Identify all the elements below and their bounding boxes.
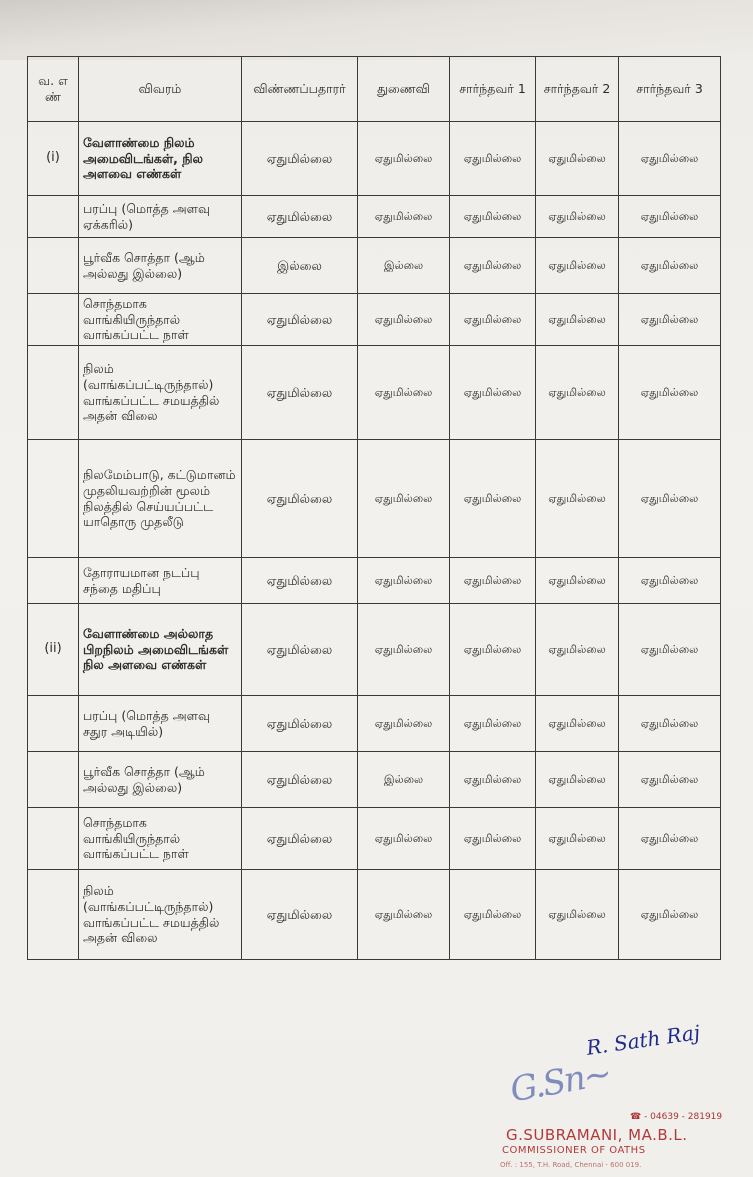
row-value-cell: ஏதுமில்லை: [619, 696, 721, 752]
row-value-cell: ஏதுமில்லை: [450, 294, 536, 346]
table-row: [28, 752, 721, 808]
header-dependent-2: சார்ந்தவர் 2: [536, 57, 619, 122]
stamp-phone: ☎ - 04639 - 281919: [630, 1112, 723, 1122]
row-value-cell: ஏதுமில்லை: [536, 558, 619, 604]
row-value-cell: ஏதுமில்லை: [536, 808, 619, 870]
row-value-cell: ஏதுமில்லை: [619, 440, 721, 558]
row-value-cell: ஏதுமில்லை: [242, 808, 358, 870]
row-description: நிலம் (வாங்கப்பட்டிருந்தால்) வாங்கப்பட்ட சமயத்தில் அதன் விலை: [79, 870, 242, 960]
row-serial: [28, 346, 79, 440]
row-serial: [28, 558, 79, 604]
row-value-cell: ஏதுமில்லை: [536, 752, 619, 808]
table-row: [28, 346, 721, 440]
table-row: [28, 196, 721, 238]
row-value-cell: ஏதுமில்லை: [450, 870, 536, 960]
row-description: பூர்வீக சொத்தா (ஆம் அல்லது இல்லை): [79, 752, 242, 808]
row-value-cell: ஏதுமில்லை: [358, 346, 450, 440]
row-value-cell: ஏதுமில்லை: [450, 604, 536, 696]
row-value-cell: ஏதுமில்லை: [536, 696, 619, 752]
row-value-cell: ஏதுமில்லை: [536, 238, 619, 294]
row-serial: [28, 294, 79, 346]
row-value-cell: ஏதுமில்லை: [450, 696, 536, 752]
signature-stamp-area: [490, 1020, 753, 1177]
row-value-cell: ஏதுமில்லை: [242, 558, 358, 604]
row-value-cell: ஏதுமில்லை: [536, 870, 619, 960]
row-value-cell: ஏதுமில்லை: [242, 604, 358, 696]
header-dependent-3: சார்ந்தவர் 3: [619, 57, 721, 122]
row-value-cell: ஏதுமில்லை: [358, 696, 450, 752]
row-serial: (i): [28, 122, 79, 196]
row-value-cell: ஏதுமில்லை: [358, 122, 450, 196]
row-value-cell: ஏதுமில்லை: [450, 558, 536, 604]
table-row: [28, 558, 721, 604]
assets-table: [27, 56, 721, 960]
header-serial: வ. எ ண்: [28, 57, 79, 122]
row-value-cell: ஏதுமில்லை: [619, 752, 721, 808]
row-value-cell: ஏதுமில்லை: [619, 196, 721, 238]
row-value-cell: ஏதுமில்லை: [450, 440, 536, 558]
row-value-cell: ஏதுமில்லை: [450, 346, 536, 440]
table-row: [28, 604, 721, 696]
row-description: பரப்பு (மொத்த அளவு சதுர அடியில்): [79, 696, 242, 752]
row-description: நிலமேம்பாடு, கட்டுமானம் முதலியவற்றின் மூலம் நிலத்தில் செய்யப்பட்ட யாதொரு முதலீடு: [79, 440, 242, 558]
row-value-cell: ஏதுமில்லை: [536, 294, 619, 346]
row-value-cell: ஏதுமில்லை: [242, 696, 358, 752]
row-description: சொந்தமாக வாங்கியிருந்தால் வாங்கப்பட்ட நாள்: [79, 808, 242, 870]
row-serial: [28, 870, 79, 960]
row-value-cell: ஏதுமில்லை: [242, 752, 358, 808]
row-serial: [28, 238, 79, 294]
row-value-cell: ஏதுமில்லை: [358, 870, 450, 960]
page-fold-shadow: [0, 0, 753, 60]
row-value-cell: ஏதுமில்லை: [619, 808, 721, 870]
row-serial: [28, 808, 79, 870]
row-value-cell: ஏதுமில்லை: [450, 808, 536, 870]
handwritten-signature-scrawl: G.Sn~: [507, 1053, 614, 1111]
row-value-cell: ஏதுமில்லை: [450, 752, 536, 808]
row-value-cell: ஏதுமில்லை: [358, 440, 450, 558]
row-value-cell: ஏதுமில்லை: [619, 238, 721, 294]
row-value-cell: ஏதுமில்லை: [536, 346, 619, 440]
row-value-cell: இல்லை: [358, 238, 450, 294]
row-description: பூர்வீக சொத்தா (ஆம் அல்லது இல்லை): [79, 238, 242, 294]
header-applicant: விண்ணப்பதாரர்: [242, 57, 358, 122]
row-value-cell: ஏதுமில்லை: [358, 604, 450, 696]
row-value-cell: ஏதுமில்லை: [619, 558, 721, 604]
row-value-cell: ஏதுமில்லை: [536, 604, 619, 696]
row-value-cell: ஏதுமில்லை: [450, 196, 536, 238]
row-value-cell: ஏதுமில்லை: [619, 294, 721, 346]
table-row: [28, 294, 721, 346]
row-description: வேளாண்மை அல்லாத பிறநிலம் அமைவிடங்கள் நில அளவை எண்கள்: [79, 604, 242, 696]
row-value-cell: ஏதுமில்லை: [619, 346, 721, 440]
stamp-title: COMMISSIONER OF OATHS: [502, 1145, 646, 1156]
row-value-cell: ஏதுமில்லை: [242, 294, 358, 346]
row-value-cell: ஏதுமில்லை: [242, 346, 358, 440]
row-value-cell: இல்லை: [358, 752, 450, 808]
row-value-cell: ஏதுமில்லை: [450, 238, 536, 294]
handwritten-signature-top: R. Sath Raj: [584, 1020, 702, 1060]
stamp-address: Off. : 155, T.H. Road, Chennai - 600 019.: [500, 1161, 642, 1169]
row-value-cell: ஏதுமில்லை: [358, 196, 450, 238]
row-description: நிலம் (வாங்கப்பட்டிருந்தால்) வாங்கப்பட்ட சமயத்தில் அதன் விலை: [79, 346, 242, 440]
row-value-cell: ஏதுமில்லை: [242, 122, 358, 196]
table-row: [28, 122, 721, 196]
row-value-cell: ஏதுமில்லை: [450, 122, 536, 196]
table-row: [28, 808, 721, 870]
row-serial: [28, 752, 79, 808]
stamp-name: G.SUBRAMANI, MA.B.L.: [506, 1126, 688, 1144]
row-value-cell: ஏதுமில்லை: [358, 808, 450, 870]
row-value-cell: ஏதுமில்லை: [619, 122, 721, 196]
row-serial: [28, 440, 79, 558]
header-dependent-1: சார்ந்தவர் 1: [450, 57, 536, 122]
row-value-cell: ஏதுமில்லை: [536, 122, 619, 196]
row-value-cell: ஏதுமில்லை: [619, 604, 721, 696]
row-value-cell: ஏதுமில்லை: [242, 440, 358, 558]
header-spouse: துணைவி: [358, 57, 450, 122]
table-row: [28, 238, 721, 294]
table-row: [28, 870, 721, 960]
row-description: வேளாண்மை நிலம் அமைவிடங்கள், நில அளவை எண்கள்: [79, 122, 242, 196]
row-value-cell: ஏதுமில்லை: [358, 558, 450, 604]
table-row: [28, 440, 721, 558]
row-value-cell: ஏதுமில்லை: [619, 870, 721, 960]
row-description: பரப்பு (மொத்த அளவு ஏக்கரில்): [79, 196, 242, 238]
row-description: சொந்தமாக வாங்கியிருந்தால் வாங்கப்பட்ட நாள்: [79, 294, 242, 346]
row-value-cell: ஏதுமில்லை: [242, 870, 358, 960]
row-value-cell: ஏதுமில்லை: [358, 294, 450, 346]
row-value-cell: ஏதுமில்லை: [536, 196, 619, 238]
row-value-cell: ஏதுமில்லை: [536, 440, 619, 558]
header-description: விவரம்: [79, 57, 242, 122]
row-serial: [28, 196, 79, 238]
row-value-cell: ஏதுமில்லை: [242, 196, 358, 238]
table-header-row: [28, 57, 721, 122]
row-value-cell: இல்லை: [242, 238, 358, 294]
table-row: [28, 696, 721, 752]
row-serial: (ii): [28, 604, 79, 696]
row-serial: [28, 696, 79, 752]
row-description: தோராயமான நடப்பு சந்தை மதிப்பு: [79, 558, 242, 604]
